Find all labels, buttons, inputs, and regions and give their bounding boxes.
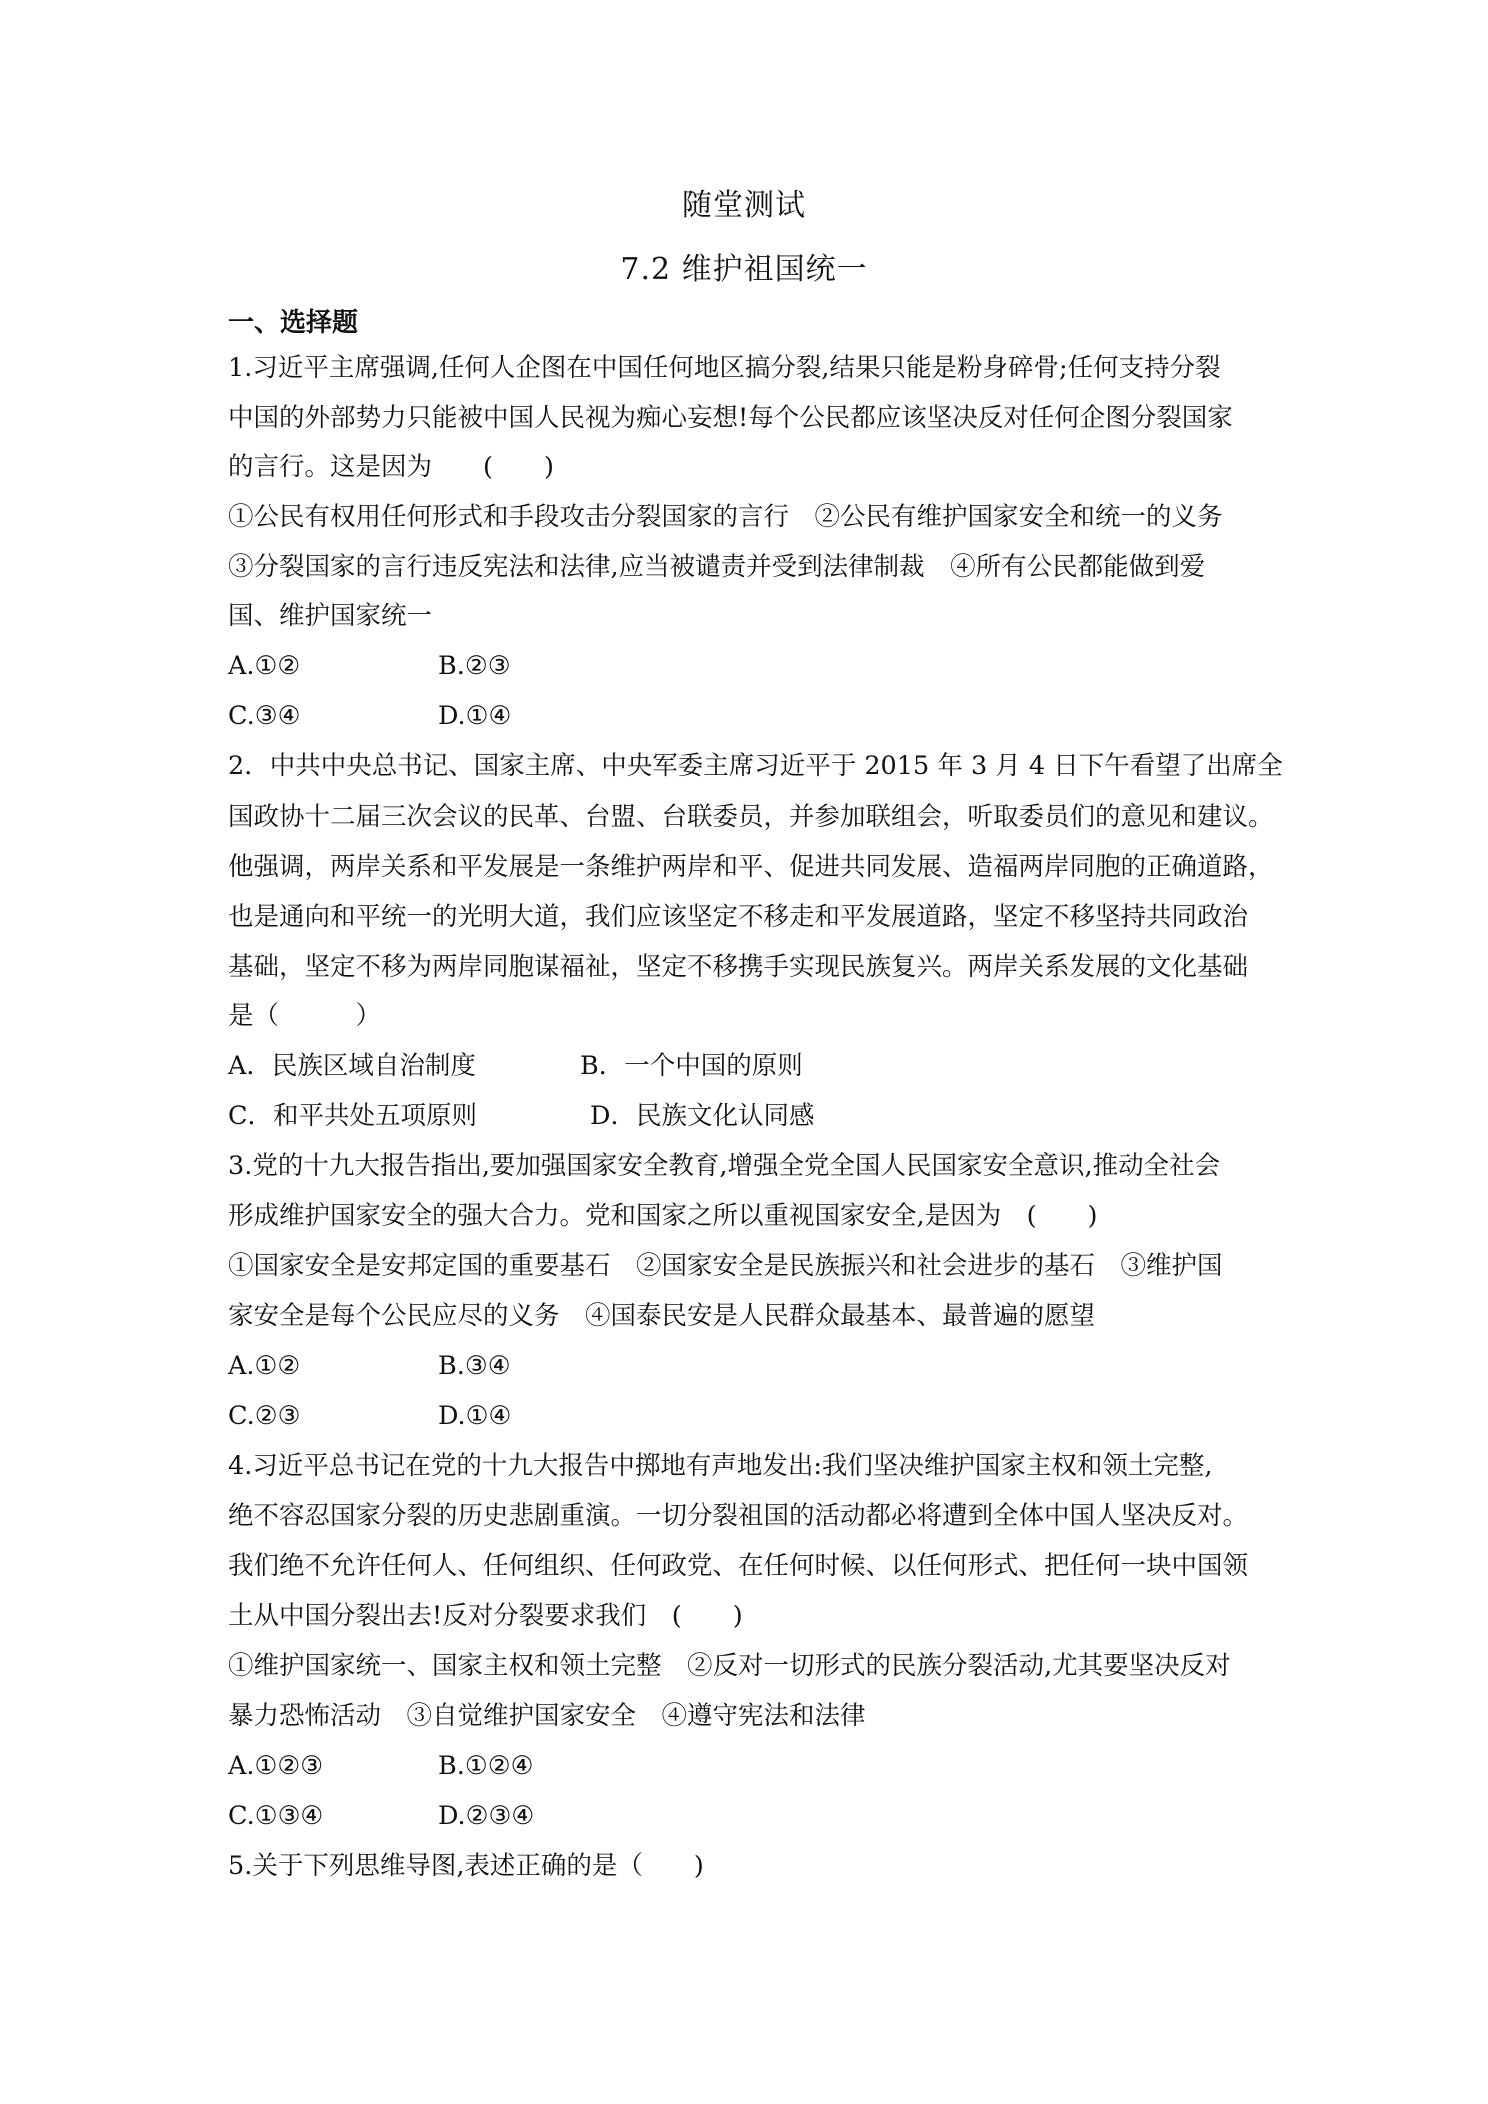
question-4-line: 土从中国分裂出去!反对分裂要求我们 ( ) xyxy=(228,1601,743,1631)
question-1-option-a: A.①② xyxy=(228,651,301,681)
question-2-line: 2．中共中央总书记、国家主席、中央军委主席习近平于 2015 年 3 月 4 日下午看望了出席全 xyxy=(228,751,1283,781)
question-1-line: 1.习近平主席强调,任何人企图在中国任何地区搞分裂,结果只能是粉身碎骨;任何支持分裂 xyxy=(228,353,1221,383)
question-2-option-c: C．和平共处五项原则 xyxy=(228,1101,478,1131)
question-1-line: 的言行。这是因为 ( ) xyxy=(228,452,554,482)
question-1-option-b: B.②③ xyxy=(438,651,511,681)
question-3-line: 形成维护国家安全的强大合力。党和国家之所以重视国家安全,是因为 ( ) xyxy=(228,1201,1098,1231)
question-2-option-a: A．民族区域自治制度 xyxy=(228,1051,476,1081)
question-1-statement: 国、维护国家统一 xyxy=(228,601,433,631)
question-3-statement: ①国家安全是安邦定国的重要基石 ②国家安全是民族振兴和社会进步的基石 ③维护国 xyxy=(228,1251,1223,1281)
question-4-option-b: B.①②④ xyxy=(438,1751,534,1781)
question-3-option-d: D.①④ xyxy=(438,1401,512,1431)
question-2-option-b: B．一个中国的原则 xyxy=(580,1051,803,1081)
question-4-line: 我们绝不允许任何人、任何组织、任何政党、在任何时候、以任何形式、把任何一块中国领 xyxy=(228,1551,1249,1581)
question-2-line: 也是通向和平统一的光明大道，我们应该坚定不移走和平发展道路，坚定不移坚持共同政治 xyxy=(228,902,1249,932)
question-3-statement: 家安全是每个公民应尽的义务 ④国泰民安是人民群众最基本、最普遍的愿望 xyxy=(228,1301,1096,1331)
question-4-line: 绝不容忍国家分裂的历史悲剧重演。一切分裂祖国的活动都必将遭到全体中国人坚决反对。 xyxy=(228,1501,1249,1531)
question-1-option-c: C.③④ xyxy=(228,701,301,731)
question-4-option-d: D.②③④ xyxy=(438,1801,535,1831)
question-3-line: 3.党的十九大报告指出,要加强国家安全教育,增强全党全国人民国家安全意识,推动全社会 xyxy=(228,1151,1221,1181)
page-title: 随堂测试 xyxy=(682,188,806,223)
question-1-line: 中国的外部势力只能被中国人民视为痴心妄想!每个公民都应该坚决反对任何企图分裂国家 xyxy=(228,403,1233,433)
question-4-statement: 暴力恐怖活动 ③自觉维护国家安全 ④遵守宪法和法律 xyxy=(228,1701,866,1731)
page-subtitle: 7.2 维护祖国统一 xyxy=(620,252,868,287)
question-2-option-d: D．民族文化认同感 xyxy=(590,1101,815,1131)
section-heading: 一、选择题 xyxy=(228,308,359,338)
question-4-option-a: A.①②③ xyxy=(228,1751,324,1781)
question-5-line: 5.关于下列思维导图,表述正确的是（ ) xyxy=(228,1851,704,1881)
question-2-line: 基础，坚定不移为两岸同胞谋福祉，坚定不移携手实现民族复兴。两岸关系发展的文化基础 xyxy=(228,952,1249,982)
question-3-option-a: A.①② xyxy=(228,1351,301,1381)
question-2-line: 是（ ） xyxy=(228,1001,382,1031)
question-3-option-b: B.③④ xyxy=(438,1351,511,1381)
question-4-option-c: C.①③④ xyxy=(228,1801,324,1831)
question-1-statement: ③分裂国家的言行违反宪法和法律,应当被谴责并受到法律制裁 ④所有公民都能做到爱 xyxy=(228,552,1206,582)
question-4-line: 4.习近平总书记在党的十九大报告中掷地有声地发出:我们坚决维护国家主权和领土完整, xyxy=(228,1451,1213,1481)
question-2-line: 他强调，两岸关系和平发展是一条维护两岸和平、促进共同发展、造福两岸同胞的正确道路， xyxy=(228,852,1274,882)
question-1-option-d: D.①④ xyxy=(438,701,512,731)
question-4-statement: ①维护国家统一、国家主权和领土完整 ②反对一切形式的民族分裂活动,尤其要坚决反对 xyxy=(228,1651,1231,1681)
question-1-statement: ①公民有权用任何形式和手段攻击分裂国家的言行 ②公民有维护国家安全和统一的义务 xyxy=(228,502,1223,532)
question-3-option-c: C.②③ xyxy=(228,1401,301,1431)
question-2-line: 国政协十二届三次会议的民革、台盟、台联委员，并参加联组会，听取委员们的意见和建议。 xyxy=(228,802,1274,832)
